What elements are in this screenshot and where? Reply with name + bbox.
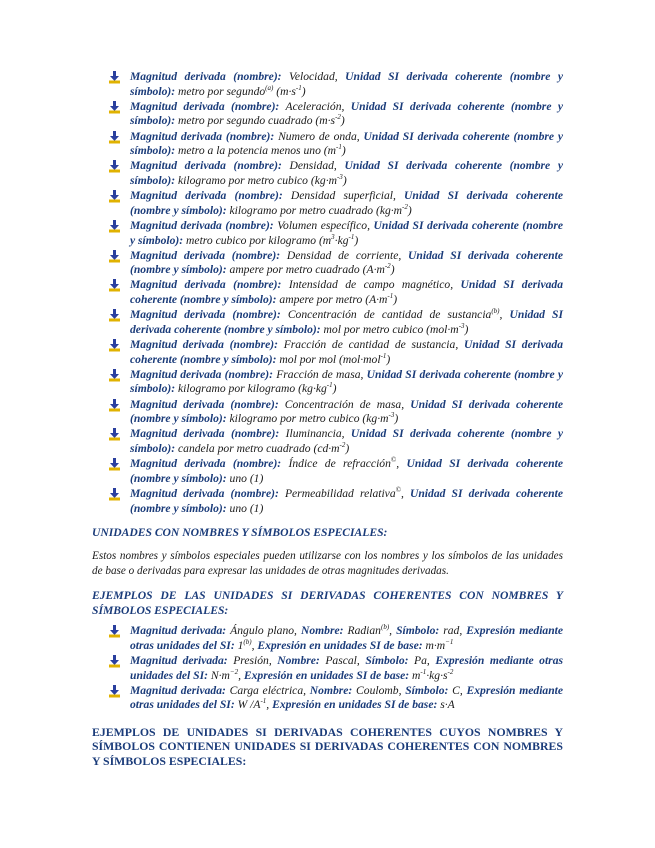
- magnitude-value: Densidad: [289, 159, 334, 173]
- name-value: Pascal: [325, 653, 357, 667]
- unit-label: Unidad SI derivada coherente (nombre y símbolo):: [130, 457, 564, 485]
- section-heading-examples-composite: EJEMPLOS DE UNIDADES SI DERIVADAS COHERENTES CUYOS NOMBRES Y SÍMBOLOS CONTIENEN UNIDADES SI DERIVADAS COHERENTES CON NOMBRES Y SÍMBOLOS ESPECIALES:: [92, 724, 563, 769]
- unit-symbol-close: ): [259, 501, 264, 515]
- magnitude-value: Presión: [233, 653, 269, 667]
- superscript: (b): [380, 623, 390, 632]
- arrow-bullet-icon: [108, 685, 121, 698]
- arrow-bullet-icon: [108, 220, 121, 233]
- magnitude-label: Magnitud derivada (nombre):: [130, 278, 282, 292]
- superscript: -1: [380, 351, 387, 360]
- unit-value: uno: [229, 471, 247, 485]
- unit-symbol: (1: [249, 501, 260, 515]
- list-item: Magnitud derivada (nombre): Volumen específico, Unidad SI derivada coherente (nombre y símbolo): metro cubico por kilogramo $(m^3\cdot kg^{-1})$: [130, 219, 563, 248]
- superscript: -3: [336, 173, 343, 182]
- magnitude-value: Concentración de cantidad de sustancia: [287, 308, 492, 322]
- superscript: -1: [387, 292, 394, 301]
- magnitude-label: Magnitud derivada (nombre):: [130, 397, 279, 411]
- magnitude-value: Ángulo plano: [230, 624, 295, 638]
- unit-symbol: (cd·m: [313, 441, 340, 455]
- magnitude-value: Iluminancia: [285, 427, 342, 441]
- unit-label: Unidad SI derivada coherente (nombre y símbolo):: [130, 159, 563, 187]
- unit-symbol: (m·s: [276, 84, 296, 98]
- arrow-bullet-icon: [108, 655, 121, 668]
- unit-symbol-close: ): [301, 84, 306, 98]
- unit-symbol-close: ): [342, 173, 347, 187]
- superscript: 3: [331, 232, 335, 241]
- unit-symbol-close: ): [259, 471, 264, 485]
- example-item: Magnitud derivada: Carga eléctrica, Nombre: Coulomb, Símbolo: C, Expresión mediante otras unidades del SI: W $/A^{-1}$, Expresión en unidades SI de base: s·A: [130, 684, 563, 713]
- unit-label: Unidad SI derivada coherente (nombre y símbolo):: [130, 308, 563, 336]
- unit-symbol: (kg·m: [375, 203, 403, 217]
- arrow-bullet-icon: [108, 160, 121, 173]
- list-item: Magnitud derivada (nombre): Permeabilidad relativa©, Unidad SI derivada coherente (nombre y símbolo): uno (1): [130, 487, 563, 516]
- unit-symbol-close: ): [464, 322, 469, 336]
- name-label: Nombre:: [309, 683, 353, 697]
- arrow-bullet-icon: [108, 250, 121, 263]
- expr-base-value: m: [412, 668, 421, 682]
- special-units-paragraph: Estos nombres y símbolos especiales pueden utilizarse con los nombres y los símbolos de las unidades de base o derivadas para expresar las unidades de otras magnitudes derivadas.: [92, 550, 563, 578]
- superscript: (b): [243, 637, 252, 646]
- unit-value: kilogramo por metro cubico: [229, 412, 360, 426]
- symbol-label: Símbolo:: [365, 653, 409, 667]
- magnitude-value: Índice de refracción: [288, 457, 391, 471]
- magnitude-label: Magnitud derivada (nombre):: [130, 338, 278, 352]
- unit-symbol: (mol·mol: [339, 352, 381, 366]
- unit-value: kilogramo por metro cuadrado: [229, 203, 374, 217]
- unit-symbol-close: ): [341, 144, 346, 158]
- list-item: Magnitud derivada (nombre): Densidad, Unidad SI derivada coherente (nombre y símbolo): kilogramo por metro cubico $(kg\cdot m^{-3})$: [130, 159, 563, 188]
- magnitude-value: Fracción de cantidad de sustancia: [283, 338, 456, 352]
- magnitude-label: Magnitud derivada (nombre):: [130, 457, 282, 471]
- unit-symbol-close: ): [386, 352, 391, 366]
- unit-value: metro por segundo cuadrado: [178, 114, 313, 128]
- superscript: ©: [395, 486, 401, 495]
- unit-symbol: (A·m: [362, 263, 385, 277]
- unit-value: metro a la potencia menos uno: [178, 144, 321, 158]
- unit-label: Unidad SI derivada coherente (nombre y símbolo):: [130, 189, 563, 217]
- superscript: -1: [348, 232, 355, 241]
- expr-otras-label: Expresión mediante otras unidades del SI:: [130, 653, 563, 682]
- unit-symbol-close: ): [407, 203, 412, 217]
- list-item: Magnitud derivada (nombre): Velocidad, Unidad SI derivada coherente (nombre y símbolo): metro por segundo$^{(a)}$ $(m\cdot s^{-1})$: [130, 70, 563, 99]
- magnitude-label: Magnitud derivada (nombre):: [130, 308, 281, 322]
- magnitude-value: Concentración de masa: [284, 397, 402, 411]
- arrow-bullet-icon: [108, 369, 121, 382]
- expr-base-value: m·m: [425, 638, 446, 652]
- magnitude-label: Magnitud derivada:: [130, 624, 227, 638]
- unit-label: Unidad SI derivada coherente (nombre y símbolo):: [130, 397, 564, 426]
- expr-otras-value: N·m: [210, 668, 230, 682]
- superscript: -2: [402, 202, 408, 211]
- symbol-value: C: [452, 683, 460, 697]
- list-item: Magnitud derivada (nombre): Fracción de cantidad de sustancia, Unidad SI derivada coherente (nombre y símbolo): mol por mol (mol·mol$^{-1}$): [130, 338, 563, 367]
- derived-units-list: [92, 70, 563, 516]
- symbol-label: Símbolo:: [405, 683, 449, 697]
- section-heading-examples: EJEMPLOS DE LAS UNIDADES SI DERIVADAS COHERENTES CON NOMBRES Y SÍMBOLOS ESPECIALES:: [92, 589, 563, 618]
- examples-list: [92, 624, 563, 713]
- arrow-bullet-icon: [108, 190, 121, 203]
- expr-base-label: Expresión en unidades SI de base:: [257, 638, 423, 652]
- superscript: -2: [339, 441, 346, 450]
- unit-symbol: (kg·m: [310, 173, 337, 187]
- unit-symbol: (m·s: [315, 114, 336, 128]
- magnitude-label: Magnitud derivada (nombre):: [130, 486, 279, 500]
- superscript: -1: [295, 83, 302, 92]
- list-item: Magnitud derivada (nombre): Densidad de corriente, Unidad SI derivada coherente (nombre y símbolo): ampere por metro cuadrado $(A\cdot m^{-2})$: [130, 249, 563, 278]
- superscript: -2: [335, 113, 341, 122]
- arrow-bullet-icon: [108, 625, 121, 638]
- symbol-value: rad: [443, 624, 460, 638]
- symbol-value: Pa: [414, 653, 427, 667]
- superscript: -3: [388, 411, 395, 420]
- superscript: -2: [384, 262, 391, 271]
- unit-value: metro cubico por kilogramo: [186, 233, 317, 247]
- magnitude-value: Velocidad: [289, 70, 335, 83]
- unit-symbol: (mol·m: [426, 322, 459, 336]
- unit-symbol-close: ): [393, 293, 398, 307]
- magnitude-value: Densidad de corriente: [286, 248, 399, 262]
- unit-value: mol por mol: [279, 352, 337, 366]
- superscript: (a): [265, 83, 274, 92]
- example-item: Magnitud derivada: Presión, Nombre: Pascal, Símbolo: Pa, Expresión mediante otras unidades del SI: $N\cdot m^{-2}$, Expresión en unidades SI de base: $m^{-1}\cdot kg\cdot s^{-2}$: [130, 654, 563, 683]
- arrow-bullet-icon: [108, 101, 121, 114]
- superscript: -3: [458, 321, 465, 330]
- unit-label: Unidad SI derivada coherente (nombre y símbolo):: [130, 367, 564, 396]
- magnitude-value: Intensidad de campo magnético: [288, 278, 451, 292]
- magnitude-label: Magnitud derivada (nombre):: [130, 99, 280, 113]
- arrow-bullet-icon: [108, 71, 121, 84]
- unit-symbol-close: ): [394, 412, 399, 426]
- list-item: Magnitud derivada (nombre): Aceleración, Unidad SI derivada coherente (nombre y símbolo): metro por segundo cuadrado $(m\cdot s^{-2})$: [130, 100, 563, 129]
- name-value: Coulomb: [356, 683, 399, 697]
- superscript: (b): [491, 307, 500, 316]
- unit-symbol: (A·m: [365, 293, 388, 307]
- unit-label: Unidad SI derivada coherente (nombre y símbolo):: [130, 427, 563, 455]
- expr-base-label: Expresión en unidades SI de base:: [243, 668, 410, 682]
- arrow-bullet-icon: [108, 309, 121, 322]
- magnitude-label: Magnitud derivada:: [130, 683, 226, 697]
- magnitude-value: Densidad superficial: [290, 189, 394, 203]
- magnitude-label: Magnitud derivada (nombre):: [130, 159, 282, 173]
- section-heading-special-units: UNIDADES CON NOMBRES Y SÍMBOLOS ESPECIALES:: [92, 526, 388, 540]
- expr-base-part: ·kg·s: [426, 668, 448, 682]
- unit-symbol-part: ·kg: [334, 233, 349, 247]
- unit-label: Unidad SI derivada coherente (nombre y símbolo):: [130, 218, 563, 247]
- unit-value: mol por metro cubico: [323, 322, 424, 336]
- unit-symbol-close: ): [340, 114, 345, 128]
- magnitude-label: Magnitud derivada (nombre):: [130, 218, 274, 232]
- list-item: Magnitud derivada (nombre): Concentración de masa, Unidad SI derivada coherente (nombre y símbolo): kilogramo por metro cubico $(kg\cdot m^{-3})$: [130, 398, 563, 427]
- magnitude-label: Magnitud derivada (nombre):: [130, 129, 275, 143]
- magnitude-value: Permeabilidad relativa: [284, 486, 396, 500]
- arrow-bullet-icon: [108, 458, 121, 471]
- unit-value: ampere por metro: [279, 293, 363, 307]
- expr-base-label: Expresión en unidades SI de base:: [272, 698, 438, 712]
- unit-symbol-close: ): [354, 233, 359, 247]
- superscript: -1: [336, 143, 342, 152]
- name-value: Radian: [347, 624, 381, 638]
- unit-symbol-close: ): [332, 382, 337, 396]
- unit-value: uno: [229, 501, 247, 515]
- unit-symbol: (m: [323, 144, 337, 158]
- magnitude-label: Magnitud derivada (nombre):: [130, 427, 280, 441]
- expr-otras-label: Expresión mediante otras unidades del SI:: [130, 624, 564, 652]
- list-item: Magnitud derivada (nombre): Fracción de masa, Unidad SI derivada coherente (nombre y símbolo): kilogramo por kilogramo $(kg\cdot kg^{-1})$: [130, 368, 563, 397]
- unit-label: Unidad SI derivada coherente (nombre y símbolo):: [130, 278, 564, 307]
- unit-label: Unidad SI derivada coherente (nombre y símbolo):: [130, 486, 563, 515]
- magnitude-label: Magnitud derivada (nombre):: [130, 189, 283, 203]
- unit-value: kilogramo por kilogramo: [178, 382, 296, 396]
- magnitude-label: Magnitud derivada (nombre):: [130, 367, 273, 381]
- list-item: Magnitud derivada (nombre): Numero de onda, Unidad SI derivada coherente (nombre y símbolo): metro a la potencia menos uno $(m^{-1})$: [130, 130, 563, 159]
- arrow-bullet-icon: [108, 488, 121, 501]
- unit-symbol-close: ): [390, 263, 395, 277]
- unit-value: candela por metro cuadrado: [178, 441, 311, 455]
- list-item: Magnitud derivada (nombre): Iluminancia, Unidad SI derivada coherente (nombre y símbolo): candela por metro cuadrado $(cd\cdot m^{-2})$: [130, 427, 563, 456]
- unit-value: metro por segundo: [178, 84, 266, 98]
- arrow-bullet-icon: [108, 428, 121, 441]
- unit-symbol: (kg·kg: [298, 382, 327, 396]
- list-item: Magnitud derivada (nombre): Índice de refracción©, Unidad SI derivada coherente (nombre y símbolo): uno (1): [130, 457, 563, 486]
- superscript: -1: [420, 667, 427, 676]
- unit-label: Unidad SI derivada coherente (nombre y símbolo):: [130, 70, 563, 98]
- arrow-bullet-icon: [108, 399, 121, 412]
- symbol-label: Símbolo:: [396, 624, 440, 638]
- magnitude-value: Carga eléctrica: [229, 683, 304, 697]
- magnitude-value: Fracción de masa: [276, 367, 361, 381]
- name-label: Nombre:: [277, 653, 320, 667]
- superscript: -1: [326, 381, 333, 390]
- unit-value: kilogramo por metro cubico: [178, 173, 308, 187]
- expr-otras-value: W /A: [237, 698, 261, 712]
- unit-label: Unidad SI derivada coherente (nombre y símbolo):: [130, 338, 563, 366]
- list-item: Magnitud derivada (nombre): Intensidad de campo magnético, Unidad SI derivada coherente (nombre y símbolo): ampere por metro $(A\cdot m^{-1})$: [130, 278, 563, 307]
- arrow-bullet-icon: [108, 339, 121, 352]
- superscript: −1: [445, 637, 454, 646]
- magnitude-label: Magnitud derivada (nombre):: [130, 248, 281, 262]
- superscript: −2: [229, 667, 239, 676]
- unit-value: ampere por metro cuadrado: [229, 263, 360, 277]
- magnitude-value: Aceleración: [285, 99, 342, 113]
- superscript: -2: [447, 667, 454, 676]
- superscript: -1: [260, 697, 267, 706]
- name-label: Nombre:: [300, 624, 344, 638]
- magnitude-value: Numero de onda: [278, 129, 357, 143]
- magnitude-label: Magnitud derivada:: [130, 653, 228, 667]
- list-item: Magnitud derivada (nombre): Densidad superficial, Unidad SI derivada coherente (nombre y símbolo): kilogramo por metro cuadrado $(kg\cdot m^{-2})$: [130, 189, 563, 218]
- superscript: ©: [390, 456, 397, 465]
- arrow-bullet-icon: [108, 279, 121, 292]
- unit-label: Unidad SI derivada coherente (nombre y símbolo):: [130, 129, 563, 158]
- unit-label: Unidad SI derivada coherente (nombre y símbolo):: [130, 99, 563, 128]
- unit-label: Unidad SI derivada coherente (nombre y símbolo):: [130, 248, 564, 277]
- unit-symbol-close: ): [345, 441, 350, 455]
- unit-symbol: (m: [318, 233, 332, 247]
- magnitude-value: Volumen específico: [277, 218, 368, 232]
- unit-symbol: (kg·m: [362, 412, 389, 426]
- example-item: Magnitud derivada: Ángulo plano, Nombre: Radian$^{(b)}$, Símbolo: rad, Expresión mediante otras unidades del SI: 1$^{(b)}$, Expresión en unidades SI de base: $m\cdot m^{-1}$: [130, 624, 563, 653]
- expr-otras-value: 1: [237, 638, 244, 652]
- magnitude-label: Magnitud derivada (nombre):: [130, 70, 282, 83]
- expr-otras-label: Expresión mediante otras unidades del SI:: [130, 683, 564, 712]
- expr-base-value: s·A: [440, 698, 455, 712]
- arrow-bullet-icon: [108, 131, 121, 144]
- list-item: Magnitud derivada (nombre): Concentración de cantidad de sustancia$^{(b)}$, Unidad SI derivada coherente (nombre y símbolo): mol por metro cubico $(mol\cdot m^{-3})$: [130, 308, 563, 337]
- unit-symbol: (1: [249, 471, 260, 485]
